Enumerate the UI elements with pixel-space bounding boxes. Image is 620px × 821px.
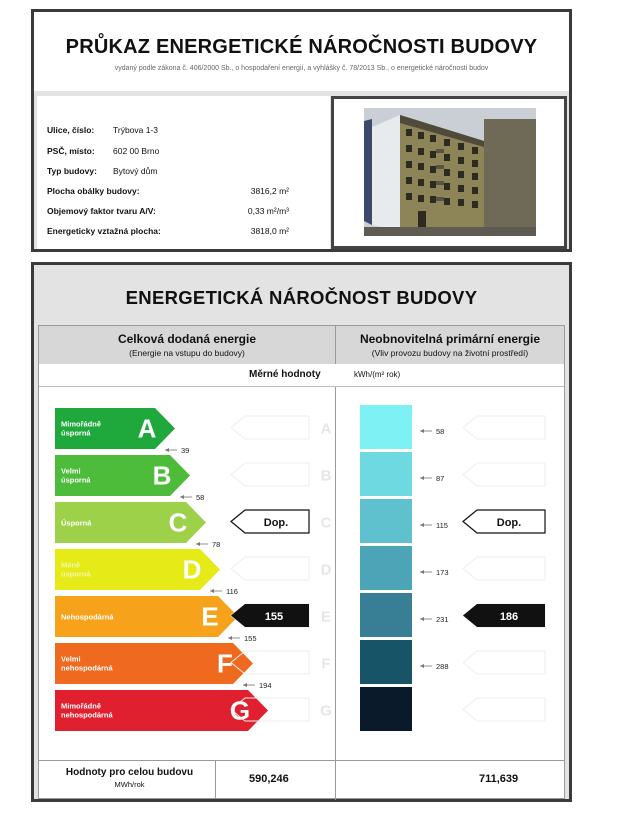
right-threshold-label: 115 bbox=[436, 521, 448, 530]
building-info-value: 3818,0 m² bbox=[250, 226, 289, 236]
primary-class-block-b bbox=[360, 452, 412, 496]
primary-energy-title: Neobnovitelná primární energie bbox=[359, 332, 541, 346]
specific-values-unit: kWh/(m² rok) bbox=[354, 370, 401, 379]
building-photo-image bbox=[334, 99, 564, 246]
totals-unit: MWh/rok bbox=[114, 780, 145, 789]
empty-marker-right bbox=[463, 463, 545, 486]
class-letter-ghost-c: C bbox=[320, 514, 332, 532]
class-letter-e: E bbox=[201, 601, 219, 632]
class-letter-g: G bbox=[229, 695, 251, 726]
right-threshold-label: 173 bbox=[436, 568, 449, 577]
total-delivered-energy: 590,246 bbox=[249, 773, 289, 785]
class-letter-b: B bbox=[152, 460, 172, 491]
threshold-arrowhead bbox=[165, 448, 169, 452]
class-letter-ghost-a: A bbox=[320, 420, 332, 438]
right-threshold-label: 58 bbox=[436, 427, 445, 436]
primary-energy-header bbox=[336, 326, 564, 364]
building-info-label: Objemový faktor tvaru A/V: bbox=[47, 206, 156, 216]
building-info-label: Energeticky vztažná plocha: bbox=[47, 226, 161, 236]
threshold-arrowhead bbox=[210, 589, 214, 593]
reference-marker-left-label: Dop. bbox=[263, 517, 289, 529]
specific-values-label: Měrné hodnoty bbox=[249, 369, 321, 380]
section-title: ENERGETICKÁ NÁROČNOST BUDOVY bbox=[125, 287, 478, 308]
class-label-a: úsporná bbox=[61, 428, 91, 438]
empty-marker-left bbox=[231, 416, 309, 439]
class-label-f: nehospodárná bbox=[61, 663, 113, 673]
page-title: PRŮKAZ ENERGETICKÉ NÁROČNOSTI BUDOVY bbox=[65, 36, 538, 58]
right-threshold-label: 87 bbox=[436, 474, 445, 483]
threshold-arrowhead bbox=[420, 523, 424, 527]
class-letter-a: A bbox=[137, 413, 157, 444]
primary-class-block-c bbox=[360, 499, 412, 543]
threshold-arrowhead bbox=[243, 683, 247, 687]
class-label-g: nehospodárná bbox=[61, 710, 113, 720]
building-info-value: 3816,2 m² bbox=[250, 186, 289, 196]
delivered-energy-title: Celková dodaná energie bbox=[117, 332, 257, 346]
class-label-d: Méně bbox=[61, 560, 81, 570]
primary-class-block-g bbox=[360, 687, 412, 731]
left-threshold-label: 58 bbox=[196, 493, 205, 502]
threshold-arrowhead bbox=[420, 429, 424, 433]
building-info-label: Ulice, číslo: bbox=[47, 125, 95, 135]
threshold-arrowhead bbox=[420, 617, 424, 621]
energy-table bbox=[38, 325, 565, 799]
title-box bbox=[34, 12, 569, 91]
threshold-arrowhead bbox=[180, 495, 184, 499]
left-threshold-label: 39 bbox=[181, 446, 190, 455]
total-primary-energy: 711,639 bbox=[479, 773, 519, 785]
class-label-a: Mimořádně bbox=[61, 419, 102, 429]
right-threshold-label: 231 bbox=[436, 615, 449, 624]
building-photo bbox=[331, 96, 567, 249]
building-info-label: PSČ, místo: bbox=[47, 146, 95, 156]
energy-class-scale bbox=[39, 386, 564, 766]
building-info-label: Plocha obálky budovy: bbox=[47, 186, 140, 196]
actual-marker-right-value: 186 bbox=[499, 611, 519, 623]
delivered-energy-subtitle: (Energie na vstupu do budovy) bbox=[129, 348, 245, 358]
building-info-value: Bytový dům bbox=[113, 166, 158, 176]
reference-marker-right-label: Dop. bbox=[496, 517, 522, 529]
class-label-b: úsporná bbox=[61, 475, 91, 485]
threshold-arrowhead bbox=[196, 542, 200, 546]
building-info-value: 0,33 m²/m³ bbox=[247, 206, 289, 216]
primary-class-block-d bbox=[360, 546, 412, 590]
legal-subtitle: vydaný podle zákona č. 406/2000 Sb., o hospodaření energií, a vyhlášky č. 78/2013 Sb., o energetické náročnosti budov bbox=[114, 65, 489, 72]
empty-marker-right bbox=[463, 651, 545, 674]
class-letter-ghost-g: G bbox=[320, 702, 332, 720]
left-threshold-label: 116 bbox=[226, 587, 238, 596]
class-letter-ghost-b: B bbox=[320, 467, 332, 485]
left-threshold-label: 194 bbox=[259, 681, 272, 690]
threshold-arrowhead bbox=[420, 476, 424, 480]
specific-values-row bbox=[39, 364, 564, 387]
primary-class-block-f bbox=[360, 640, 412, 684]
class-label-d: úsporná bbox=[61, 569, 91, 579]
totals-row-left bbox=[39, 761, 335, 798]
class-letter-f: F bbox=[217, 648, 233, 679]
totals-cell-divider bbox=[215, 761, 216, 798]
threshold-arrowhead bbox=[420, 570, 424, 574]
class-label-f: Velmi bbox=[61, 654, 81, 664]
primary-class-block-e bbox=[360, 593, 412, 637]
empty-marker-right bbox=[463, 416, 545, 439]
class-letter-ghost-d: D bbox=[320, 561, 332, 579]
class-letter-d: D bbox=[182, 554, 202, 585]
empty-marker-left bbox=[231, 463, 309, 486]
actual-marker-left-value: 155 bbox=[264, 611, 284, 623]
threshold-arrowhead bbox=[228, 636, 232, 640]
class-label-g: Mimořádně bbox=[61, 701, 102, 711]
class-label-b: Velmi bbox=[61, 466, 81, 476]
energy-performance-panel bbox=[31, 262, 572, 802]
totals-label: Hodnoty pro celou budovu bbox=[65, 767, 194, 778]
class-letter-c: C bbox=[168, 507, 188, 538]
empty-marker-left bbox=[231, 557, 309, 580]
threshold-arrowhead bbox=[420, 664, 424, 668]
empty-marker-right bbox=[463, 698, 545, 721]
primary-energy-subtitle: (Vliv provozu budovy na životní prostředí) bbox=[371, 348, 529, 358]
class-label-c: Úsporná bbox=[61, 518, 92, 528]
class-letter-ghost-e: E bbox=[320, 608, 332, 626]
right-threshold-label: 288 bbox=[436, 662, 449, 671]
class-letter-ghost-f: F bbox=[321, 655, 331, 673]
class-label-e: Nehospodárná bbox=[61, 612, 114, 622]
building-info-label: Typ budovy: bbox=[47, 166, 97, 176]
left-threshold-label: 155 bbox=[244, 634, 257, 643]
left-threshold-label: 78 bbox=[212, 540, 221, 549]
empty-marker-right bbox=[463, 557, 545, 580]
primary-class-block-a bbox=[360, 405, 412, 449]
building-info bbox=[37, 96, 330, 249]
delivered-energy-header bbox=[39, 326, 335, 364]
certificate-header bbox=[31, 9, 572, 252]
building-info-value: Trýbova 1-3 bbox=[113, 125, 159, 135]
building-info-value: 602 00 Brno bbox=[113, 146, 160, 156]
